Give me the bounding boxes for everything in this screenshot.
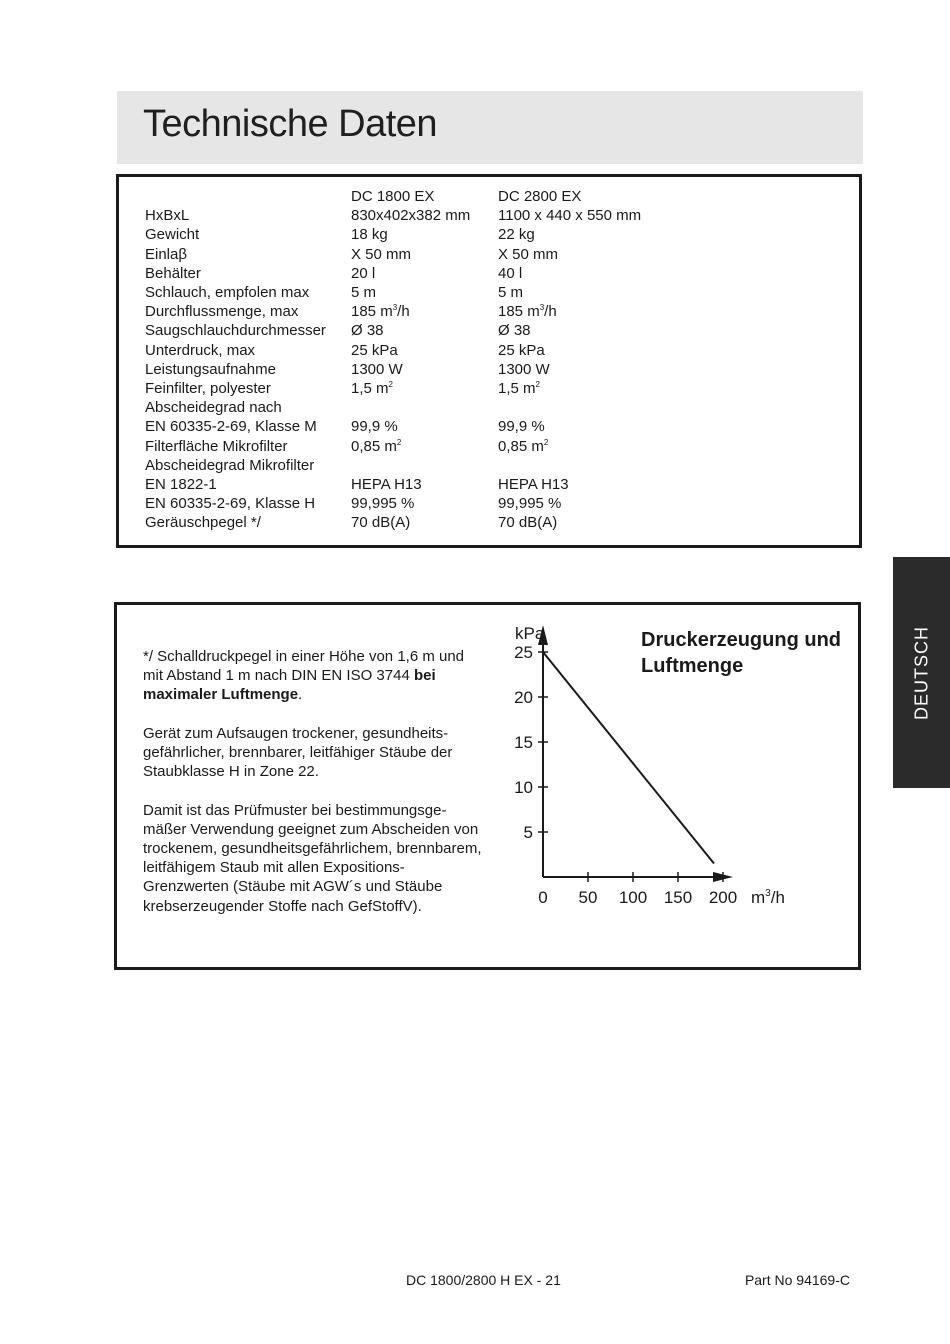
spec-row: [145, 456, 641, 475]
spec-value-dc2800: [498, 456, 641, 475]
spec-row: [145, 437, 641, 456]
spec-row: [145, 341, 641, 360]
spec-value-dc2800: 22 kg: [498, 226, 535, 244]
spec-value-dc2800: 70 dB(A): [498, 514, 558, 532]
y-tick-label: 5: [523, 823, 533, 842]
pressure-flow-line: [543, 652, 714, 864]
y-tick-label: 25: [514, 643, 533, 662]
spec-value-dc1800: 18 kg: [351, 226, 388, 244]
spec-label: Abscheidegrad Mikrofilter: [145, 456, 315, 474]
spec-label: Filterfläche Mikrofilter: [145, 437, 288, 455]
spec-row: [145, 494, 641, 513]
language-tab: [893, 557, 950, 788]
spec-value-dc2800: 5 m: [498, 284, 524, 302]
spec-value-dc1800: 0,85 $m^2$: [351, 437, 402, 455]
spec-label: [145, 187, 351, 206]
spec-row: [145, 225, 641, 244]
spec-value-dc1800: 830x402x382 mm: [351, 207, 471, 225]
spec-label: Abscheidegrad nach: [145, 399, 282, 417]
y-tick-label: 20: [514, 688, 533, 707]
spec-row: [145, 360, 641, 379]
spec-value-dc1800: 20 l: [351, 264, 376, 282]
spec-label: Unterdruck, max: [145, 341, 256, 359]
spec-row: [145, 206, 641, 225]
note-sound-pressure-end: .: [298, 686, 303, 704]
spec-value-dc1800: 99,995 %: [351, 495, 415, 513]
spec-value-dc2800: [498, 398, 641, 417]
spec-value-dc2800: 0,85 $m^2$: [498, 437, 549, 455]
spec-row: [145, 513, 641, 532]
spec-value-dc2800: 185 $m^3/h$: [498, 303, 557, 321]
x-axis-label: $m^3/h$: [751, 888, 785, 907]
title-bar: [117, 91, 863, 164]
spec-value-dc1800: 5 m: [351, 284, 377, 302]
note-sound-pressure: [143, 647, 483, 705]
pressure-flow-chart: [497, 623, 797, 933]
y-axis-label: kPa: [515, 624, 545, 643]
spec-value-dc1800: 70 dB(A): [351, 514, 411, 532]
spec-value-dc2800: X 50 mm: [498, 245, 559, 263]
spec-value-dc1800: [351, 456, 498, 475]
spec-row: [145, 379, 641, 398]
spec-label: EN 60335-2-69, Klasse H: [145, 495, 316, 513]
spec-value-dc1800: X 50 mm: [351, 245, 412, 263]
spec-row: [145, 321, 641, 340]
spec-value-dc2800: 1300 W: [498, 360, 550, 378]
spec-label: Behälter: [145, 264, 201, 282]
spec-value-dc2800: 40 l: [498, 264, 523, 282]
x-tick-label: 0: [538, 888, 548, 907]
page-title: Technische Daten: [143, 103, 438, 145]
spec-value-dc2800: Ø 38: [498, 322, 531, 340]
language-tab-label: DEUTSCH: [911, 625, 931, 720]
spec-value-dc1800: [351, 398, 498, 417]
spec-value-dc1800: 1300 W: [351, 360, 403, 378]
spec-table: [145, 187, 641, 533]
spec-value-dc1800: 1,5 $m^2$: [351, 380, 393, 398]
x-tick-label: 50: [578, 888, 598, 907]
spec-label: Einlaβ: [145, 245, 187, 263]
spec-value-dc2800: 1,5 $m^2$: [498, 380, 540, 398]
spec-label: Geräuschpegel */: [145, 514, 261, 532]
spec-label: Gewicht: [145, 226, 200, 244]
spec-label: Durchflussmenge, max: [145, 303, 299, 321]
spec-header-row: [145, 187, 641, 206]
spec-label: Leistungsaufnahme: [145, 360, 276, 378]
spec-row: [145, 245, 641, 264]
note-approval: Damit ist das Prüfmuster bei bestimmungsge-mäßer Verwendung geeignet zum Abscheiden von trockenem, gesundheitsgefährlichem, brennbarem, leitfähigem Staub mit allen Expositions-Grenzwerten (Stäube mit AGW´s und Stäube krebserzeugender Stoffe nach GefStoffV).: [143, 801, 482, 915]
spec-value-dc2800: 99,9 %: [498, 418, 545, 436]
spec-label: Saugschlauchdurchmesser: [145, 322, 326, 340]
spec-label: HxBxL: [145, 207, 190, 225]
note-sound-pressure-text: */ Schalldruckpegel in einer Höhe von 1,6 m und mit Abstand 1 m nach DIN EN ISO 3744: [143, 648, 465, 685]
spec-label: Schlauch, empfolen max: [145, 284, 310, 302]
note-usage: Gerät zum Aufsaugen trockener, gesundheits-gefährlicher, brennbarer, leitfähiger Stäube der Staubklasse H in Zone 22.: [143, 724, 453, 781]
spec-label: EN 1822-1: [145, 476, 217, 494]
spec-row: [145, 264, 641, 283]
notes-box: [114, 602, 861, 970]
spec-value-dc1800: 25 kPa: [351, 341, 398, 359]
note-sound-pressure-bold: bei maximaler Luftmenge: [143, 667, 436, 704]
spec-value-dc2800: 99,995 %: [498, 495, 562, 513]
y-tick-label: 15: [514, 733, 533, 752]
spec-label: Feinfilter, polyester: [145, 380, 271, 398]
spec-value-dc2800: DC 2800 EX: [498, 188, 582, 205]
spec-value-dc2800: 25 kPa: [498, 341, 545, 359]
spec-value-dc2800: 1100 x 440 x 550 mm: [498, 207, 642, 225]
spec-value-dc1800: HEPA H13: [351, 476, 422, 494]
spec-row: [145, 283, 641, 302]
spec-value-dc2800: HEPA H13: [498, 476, 569, 494]
footer-part-number: Part No 94169-C: [744, 1272, 850, 1288]
footer-doc-ref: DC 1800/2800 H EX - 21: [406, 1272, 561, 1288]
spec-table-box: [116, 174, 862, 548]
chart-title: Druckerzeugung und Luftmenge: [641, 629, 842, 677]
spec-row: [145, 302, 641, 321]
x-tick-label: 100: [618, 888, 648, 907]
spec-row: [145, 417, 641, 436]
spec-value-dc1800: 99,9 %: [351, 418, 398, 436]
spec-label: EN 60335-2-69, Klasse M: [145, 418, 317, 436]
x-tick-label: 150: [663, 888, 693, 907]
notes-text: [143, 647, 483, 935]
spec-value-dc1800: 185 $m^3/h$: [351, 303, 410, 321]
x-tick-label: 200: [708, 888, 738, 907]
spec-row: [145, 475, 641, 494]
spec-value-dc1800: DC 1800 EX: [351, 188, 435, 205]
spec-value-dc1800: Ø 38: [351, 322, 384, 340]
y-tick-label: 10: [514, 778, 533, 797]
spec-row: [145, 398, 641, 417]
